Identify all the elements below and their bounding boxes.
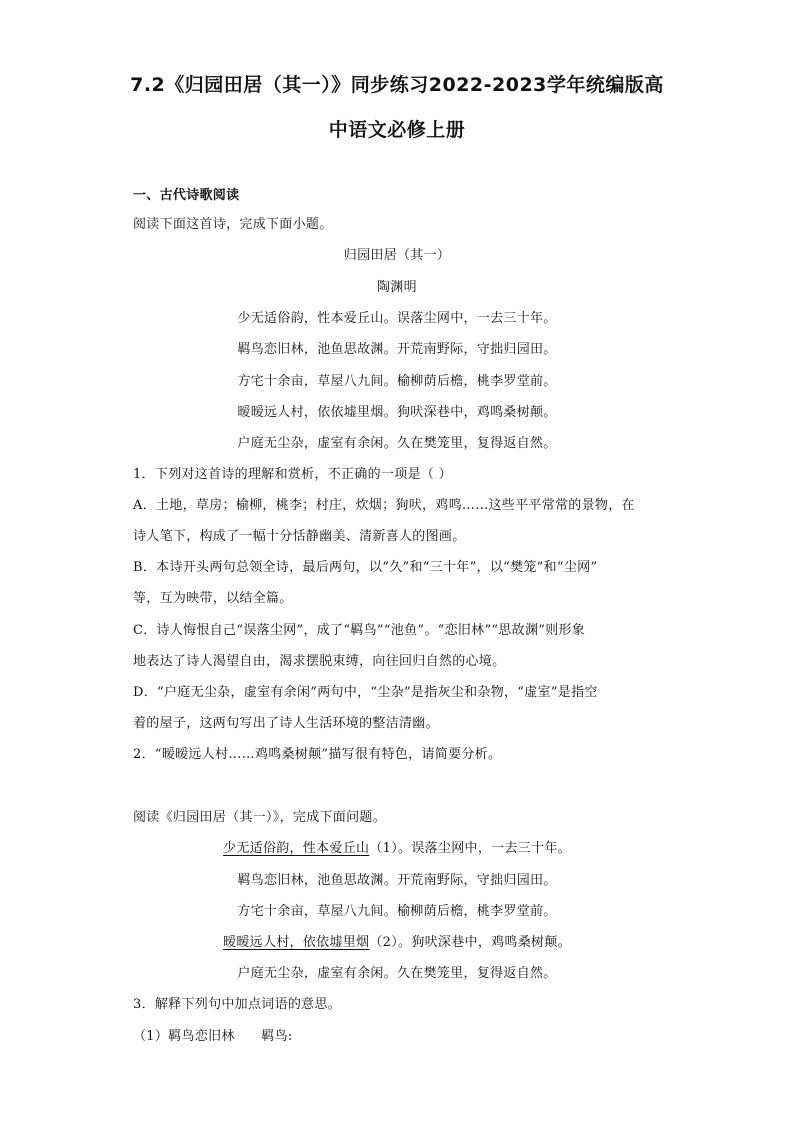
section-2-intro: 阅读《归园田居（其一）》，完成下面问题。 xyxy=(133,810,387,825)
option-c-line-1: C．诗人悔恨自己“误落尘网”，成了“羁鸟”“池鱼”。“恋旧林”“思故渊”则形象 xyxy=(133,623,586,638)
poem-line: 方宅十余亩，草屋八九间。榆柳荫后檐，桃李罗堂前。 xyxy=(237,374,557,389)
question-3-item-1: （1）羁鸟恋旧林 羁鸟: xyxy=(133,1029,293,1044)
poem-line-annotated xyxy=(0,837,794,856)
section-intro: 阅读下面这首诗，完成下面小题。 xyxy=(133,217,333,232)
option-b-line-2: 等，互为映带，以结全篇。 xyxy=(133,591,293,606)
poem-line-rest: （1）。误落尘网中，一去三十年。 xyxy=(369,841,571,856)
document-title-line-1: 7.2《归园田居（其一）》同步练习2022-2023学年统编版高 xyxy=(130,74,664,96)
poem-line-annotated xyxy=(0,931,794,950)
poem-line: 户庭无尘杂，虚室有余闲。久在樊笼里，复得返自然。 xyxy=(237,436,557,451)
underlined-phrase: 少无适俗韵，性本爱丘山 xyxy=(223,841,370,856)
poem-author: 陶渊明 xyxy=(377,280,417,295)
poem-line: 暧暧远人村，依依墟里烟。狗吠深巷中，鸡鸣桑树颠。 xyxy=(237,405,557,420)
option-b-line-1: B．本诗开头两句总领全诗，最后两句，以“久”和“三十年”，以“樊笼”和“尘网” xyxy=(133,560,598,575)
question-3: 3．解释下列句中加点词语的意思。 xyxy=(133,997,342,1012)
option-a-line-1: A．土地，草房；榆柳，桃李；村庄，炊烟；狗吠，鸡鸣……这些平平常常的景物，在 xyxy=(133,498,635,513)
document-title-line-2: 中语文必修上册 xyxy=(328,119,466,141)
option-c-line-2: 地表达了诗人渴望自由，渴求摆脱束缚，向往回归自然的心境。 xyxy=(133,654,506,669)
poem-line: 户庭无尘杂，虚室有余闲。久在樊笼里，复得返自然。 xyxy=(237,966,557,981)
option-d-line-2: 着的屋子，这两句写出了诗人生活环境的整洁清幽。 xyxy=(133,716,439,731)
poem-line-rest: （2）。狗吠深巷中，鸡鸣桑树颠。 xyxy=(369,935,571,950)
section-heading: 一、古代诗歌阅读 xyxy=(133,188,240,203)
poem-line: 方宅十余亩，草屋八九间。榆柳荫后檐，桃李罗堂前。 xyxy=(237,904,557,919)
question-1-stem: 1．下列对这首诗的理解和赏析，不正确的一项是（ ） xyxy=(133,467,452,482)
poem-line: 羁鸟恋旧林，池鱼思故渊。开荒南野际，守拙归园田。 xyxy=(237,873,557,888)
poem-line: 羁鸟恋旧林，池鱼思故渊。开荒南野际，守拙归园田。 xyxy=(237,342,557,357)
underlined-phrase: 暧暧远人村，依依墟里烟 xyxy=(223,935,370,950)
poem-title: 归园田居（其一） xyxy=(343,248,451,263)
option-d-line-1: D．“户庭无尘杂，虚室有余闲”两句中，“尘杂”是指灰尘和杂物，“虚室”是指空 xyxy=(133,685,598,700)
question-2: 2．“暧暧远人村……鸡鸣桑树颠”描写很有特色，请简要分析。 xyxy=(133,747,502,762)
poem-line: 少无适俗韵，性本爱丘山。误落尘网中，一去三十年。 xyxy=(237,311,557,326)
option-a-line-2: 诗人笔下，构成了一幅十分恬静幽美、清新喜人的图画。 xyxy=(133,529,466,544)
